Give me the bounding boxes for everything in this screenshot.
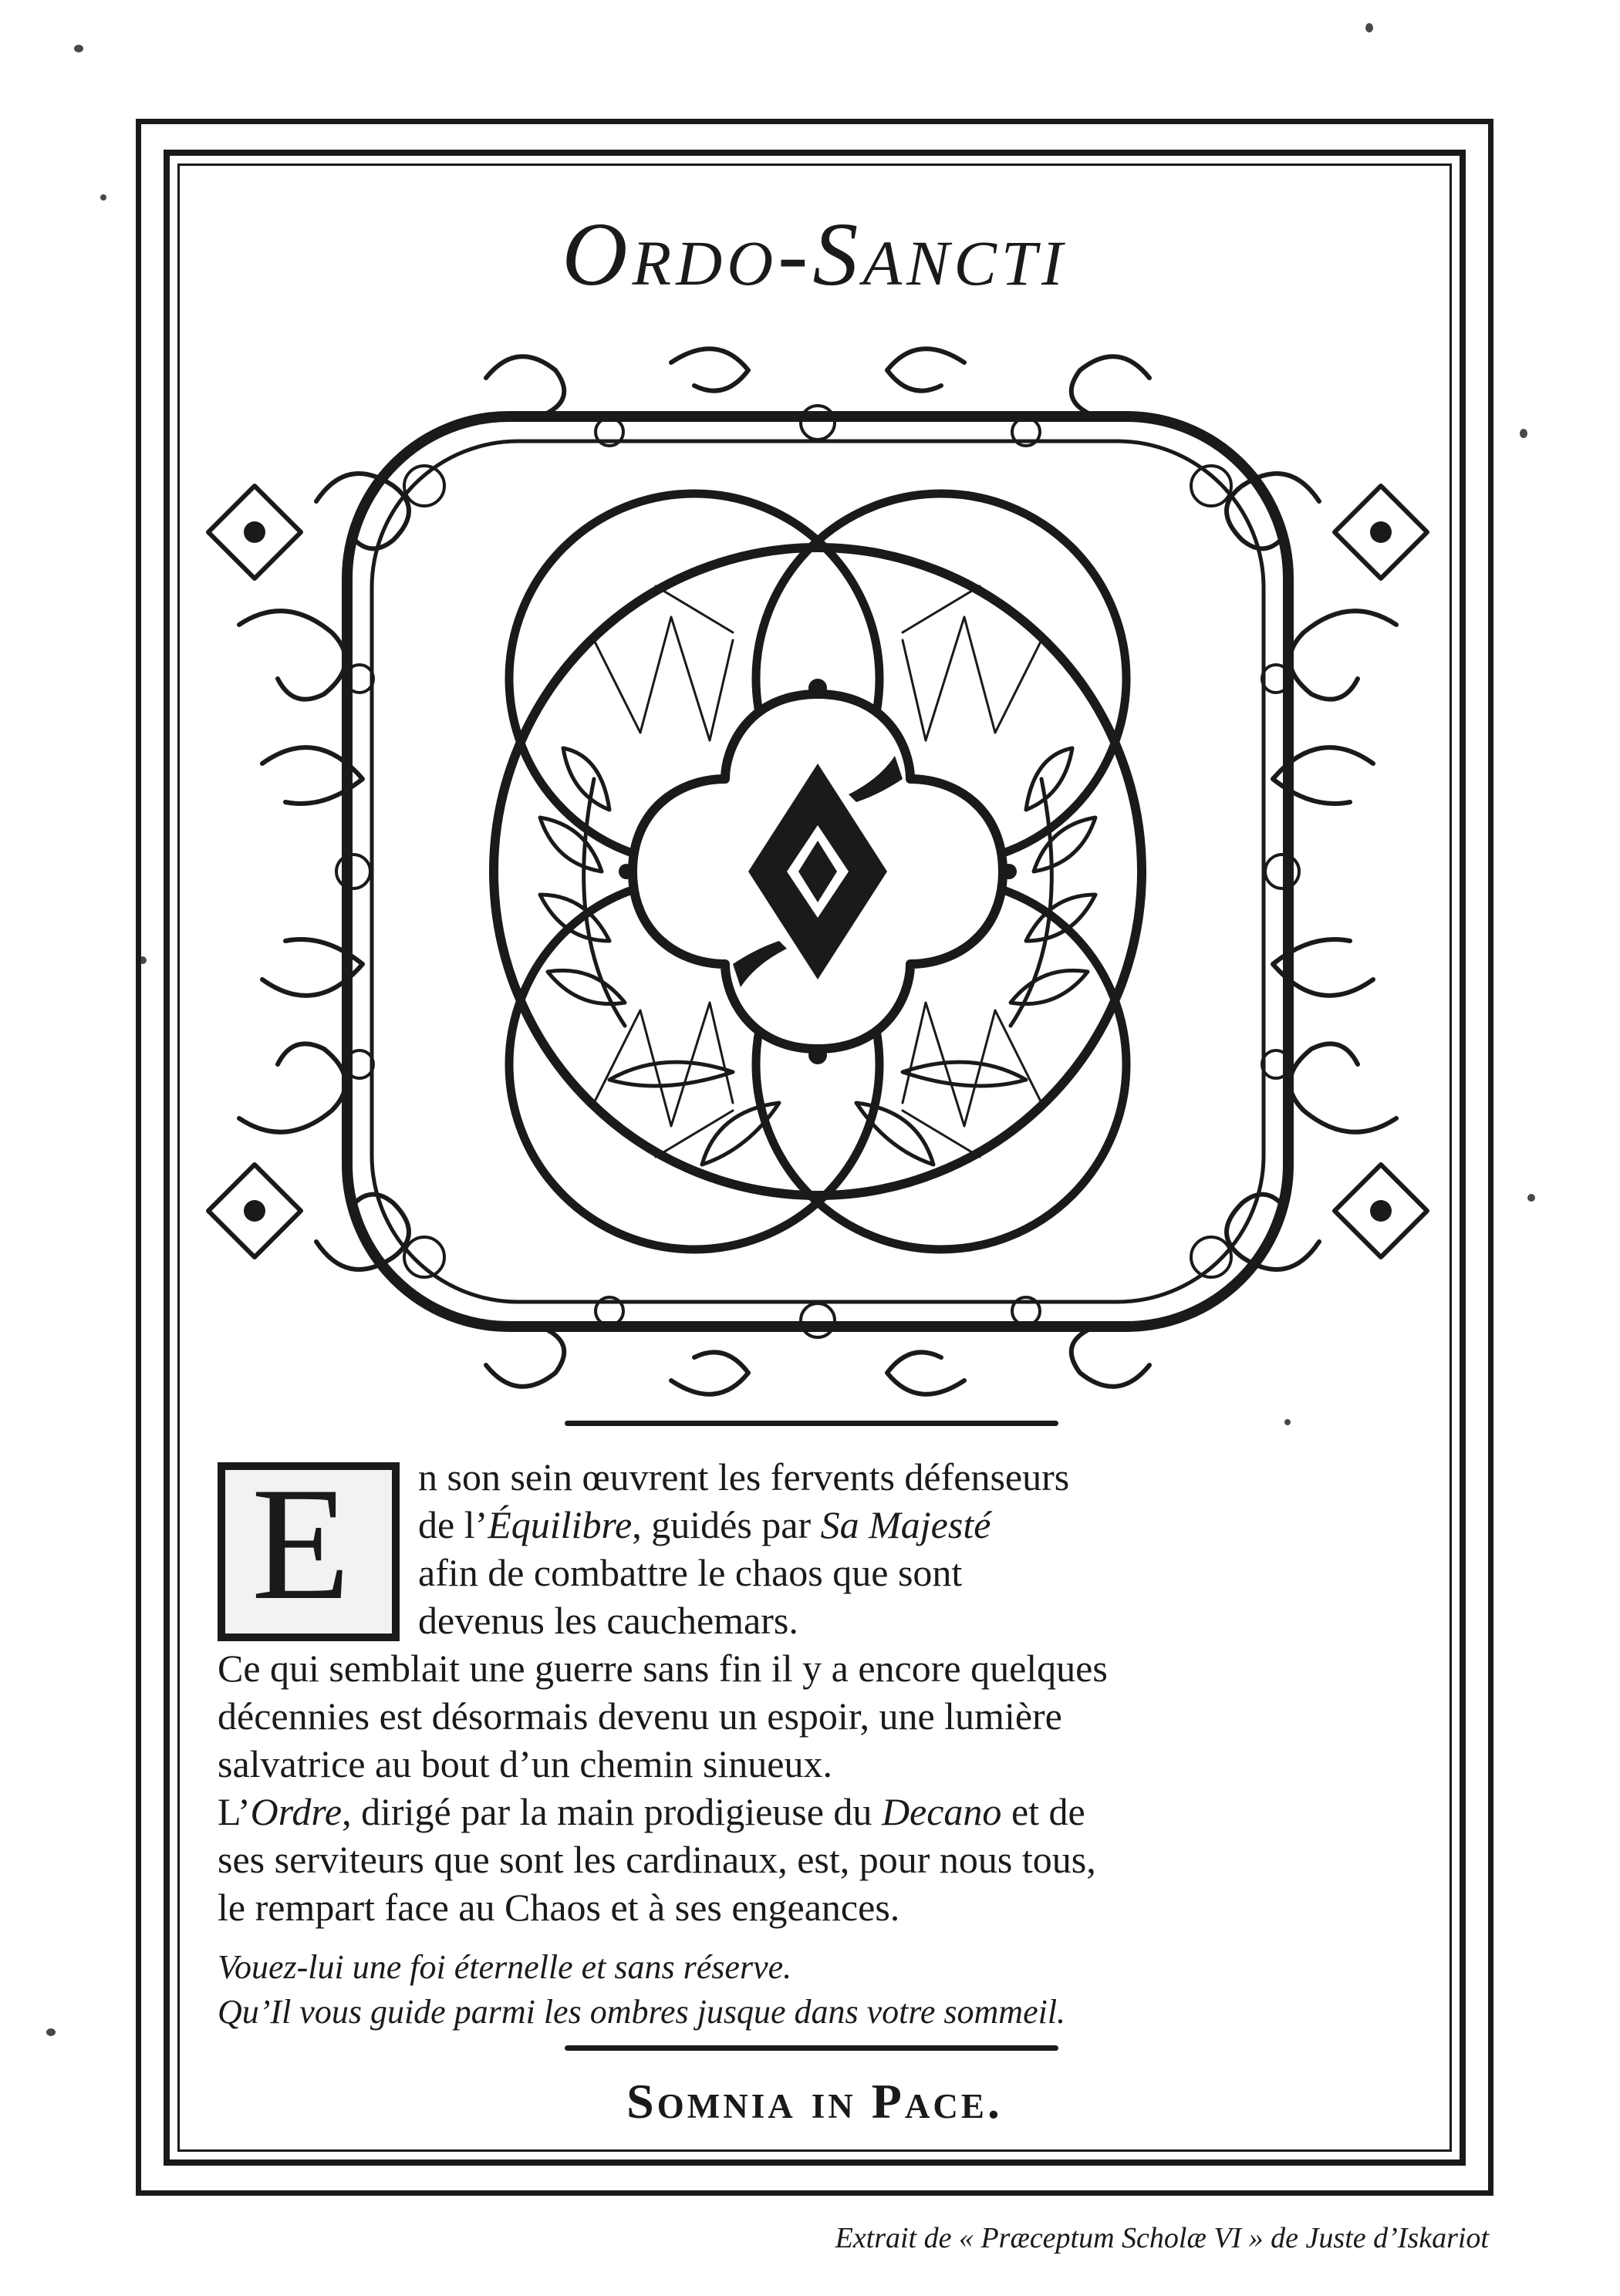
prayer-line: Qu’Il vous guide parmi les ombres jusque dans votre sommeil. bbox=[218, 1993, 1066, 2031]
motto: Somnia in Pace. bbox=[626, 2074, 1003, 2129]
top-divider bbox=[565, 1421, 1058, 1426]
paragraph-text: , guidés par bbox=[632, 1503, 821, 1546]
paper-speck bbox=[1520, 429, 1527, 438]
prayer bbox=[218, 1945, 1421, 2035]
paper-speck bbox=[1365, 23, 1373, 32]
paragraph-line bbox=[218, 1644, 1421, 1692]
paper-speck bbox=[1284, 1419, 1291, 1425]
paragraph-text: salvatrice au bout d’un chemin sinueux. bbox=[218, 1742, 832, 1785]
paragraph-text: le rempart face au Chaos et à ses engeances. bbox=[218, 1886, 900, 1929]
paragraph-text: L’ bbox=[218, 1790, 251, 1833]
paper-speck bbox=[100, 194, 106, 201]
dropcap-letter: E bbox=[251, 1455, 351, 1633]
paragraph-line bbox=[218, 1549, 1421, 1596]
emphasis-text: Équilibre bbox=[488, 1503, 633, 1546]
paragraph-text: de l’ bbox=[418, 1503, 488, 1546]
emphasis-text: Ordre bbox=[250, 1790, 343, 1833]
paragraph-line bbox=[218, 1788, 1421, 1836]
paragraph-line bbox=[218, 1453, 1421, 1501]
emphasis-text: Sa Majesté bbox=[820, 1503, 991, 1546]
paragraph-text: devenus les cauchemars. bbox=[418, 1599, 798, 1642]
paragraph-text: Ce qui semblait une guerre sans fin il y a encore quelques bbox=[218, 1647, 1108, 1690]
paragraph-line bbox=[218, 1836, 1421, 1883]
paragraph-text: ses serviteurs que sont les cardinaux, est, pour nous tous, bbox=[218, 1838, 1096, 1881]
paper-speck bbox=[1527, 1194, 1535, 1202]
page-title: Ordo-Sancti bbox=[562, 204, 1068, 305]
bottom-divider bbox=[565, 2045, 1058, 2051]
paragraph-text: et de bbox=[1001, 1790, 1085, 1833]
paragraph-text: n son sein œuvrent les fervents défenseurs bbox=[418, 1455, 1070, 1499]
source-credit: Extrait de « Præceptum Scholæ VI » de Juste d’Iskariot bbox=[835, 2222, 1489, 2254]
paper-speck bbox=[46, 2028, 56, 2036]
emphasis-text: Decano bbox=[881, 1790, 1002, 1833]
paragraph-line bbox=[218, 1883, 1421, 1931]
paragraph-text: afin de combattre le chaos que sont bbox=[418, 1551, 963, 1594]
prayer-line: Vouez-lui une foi éternelle et sans réserve. bbox=[218, 1948, 792, 1986]
paper-speck bbox=[139, 956, 147, 964]
paragraph-line bbox=[218, 1740, 1421, 1788]
ordo-sancti-emblem-icon bbox=[193, 332, 1443, 1411]
paragraph-line bbox=[218, 1596, 1421, 1644]
paper-speck bbox=[74, 45, 83, 52]
paragraph-line bbox=[218, 1692, 1421, 1740]
main-paragraph bbox=[218, 1453, 1421, 1931]
paragraph-text: décennies est désormais devenu un espoir, une lumière bbox=[218, 1694, 1062, 1738]
paragraph-text: , dirigé par la main prodigieuse du bbox=[342, 1790, 882, 1833]
paragraph-line bbox=[218, 1501, 1421, 1549]
